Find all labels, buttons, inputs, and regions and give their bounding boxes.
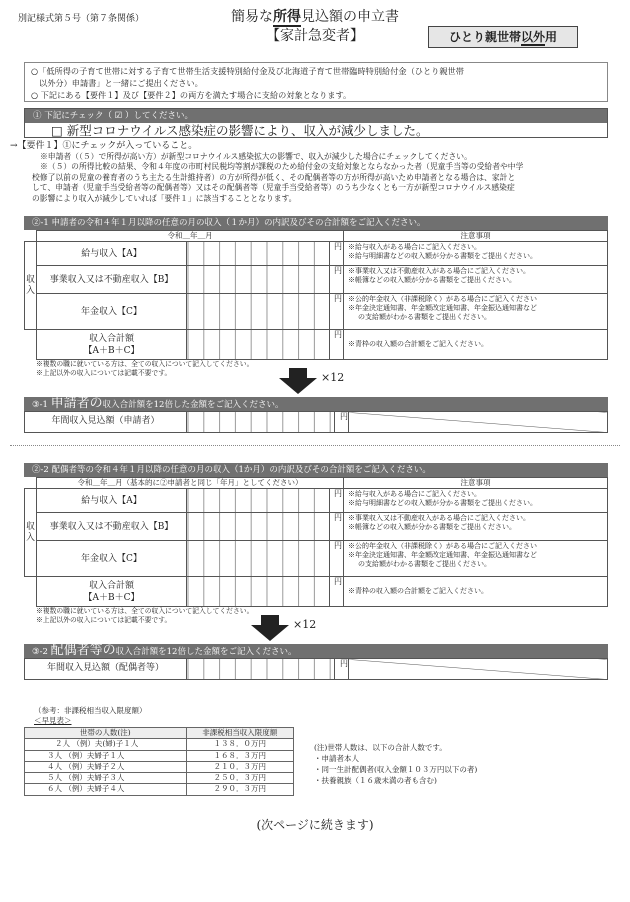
bar-text: ③-1 [32,400,51,410]
income-total-note: ※青枠の収入額の合計額をご記入ください。 [344,577,608,607]
income-limit: ２５０．３万円 [186,773,293,784]
arrow-down-icon [279,378,317,394]
household-size: ３人 （例）夫婦子１人 [25,750,187,761]
reference-header: 非課税相当収入限度額 [186,728,293,739]
household-size: ６人 （例）夫婦子４人 [25,784,187,795]
month-header: 令和＿年＿月（基本的に②申請者と同じ「年月」としてください） [37,478,344,489]
notes-header: 注意事項 [344,478,608,489]
bar-text-large: 申請者の [50,396,103,411]
reference-header: 世帯の人数(注) [25,728,187,739]
bar-text: 収入合計額を12倍した金額をご記入ください。 [115,647,297,657]
income-limit: １３８．０万円 [186,739,293,750]
note-line: の支給額がわかる書類をご提出ください。 [358,313,491,321]
section-3-2-bar [24,644,608,658]
reference-table [24,727,294,796]
note-line: ※給与収入がある場合にご記入ください。 [348,243,481,251]
income-side-label: 収入 [25,489,37,577]
notice-line-3: ○ 下記にある【要件１】及び【要件２】の両方を満たす場合に支給の対象となります。 [31,90,352,100]
notice-line-2: 以外分）申請書」と一緒にご提出ください。 [39,78,203,88]
reference-title: （参考：非課税相当収入限度額） [34,706,147,715]
note-line: ※事業収入又は不動産収入がある場合にご記入ください。 [348,514,530,522]
blank-cell [349,412,608,433]
applicant-annual-table [24,411,608,433]
business-income-note [344,266,608,294]
req1-note-line: して、申請者（児童手当受給者等の配偶者等）又はその配偶者等（児童手当受給者等）のうち少なくとも一方が新型コロナウイルス感染症 [32,183,515,192]
business-income-input[interactable] [187,513,330,541]
notice-line-1: ○「低所得の子育て世帯に対する子育て世帯生活支援特別給付金及び北海道子育て世帯臨時特別給付金（ひとり親世帯 [31,66,464,76]
spouse-income-table [24,477,608,607]
income-total-input[interactable] [187,330,330,360]
salary-income-input[interactable] [187,242,330,266]
applicant-annual-label: 年間収入見込額（申請者） [25,412,187,433]
income-total-note: ※青枠の収入額の合計額をご記入ください。 [344,330,608,360]
pension-income-input[interactable] [187,294,330,330]
yen-unit: 円 [330,489,344,513]
salary-income-label: 給与収入【A】 [37,242,187,266]
household-size: ５人 （例）夫婦子３人 [25,773,187,784]
req1-note-line: の影響により収入が減少していれば「要件１」に該当することとなります。 [32,193,297,203]
page-subtitle: 【家計急変者】 [266,28,364,44]
household-badge [428,26,578,48]
title-part-a: 簡易な [231,9,273,25]
form-number: 別記様式第５号（第７条関係） [18,14,145,24]
badge-part-a: ひとり親世帯 [448,30,521,44]
pension-income-note [344,541,608,577]
bar-text: ③-2 [32,647,51,657]
spouse-annual-input[interactable] [187,659,335,680]
income-limit: ２１０．３万円 [186,761,293,772]
total-label-line: 収入合計額 [88,580,134,591]
requirement-1-notes [10,141,620,204]
income-footnote: ※上記以外の収入については記載不要です。 [36,369,172,377]
income-footnote: ※上記以外の収入については記載不要です。 [36,616,172,624]
blank-cell [349,659,608,680]
yen-unit: 円 [330,541,344,577]
total-label-line: 【A＋B＋C】 [83,345,140,356]
income-footnote: ※複数の職に就いている方は、全ての収入について記入してください。 [36,607,254,615]
note-line: ※年金決定通知書、年金額改定通知書、年金振込通知書など [348,304,537,312]
month-header: 令和＿年＿月 [37,231,344,242]
title-part-c: 見込額の申立書 [301,9,399,25]
income-total-label [37,330,187,360]
salary-income-label: 給与収入【A】 [37,489,187,513]
salary-income-note [344,242,608,266]
income-total-label [37,577,187,607]
note-line: ※事業収入又は不動産収入がある場合にご記入ください。 [348,267,530,275]
note-line: ※帳簿などの収入額が分かる書類をご提出ください。 [348,523,516,531]
pension-income-note [344,294,608,330]
yen-unit: 円 [335,412,349,433]
multiply-12-label: ×12 [321,371,345,384]
applicant-annual-input[interactable] [187,412,335,433]
yen-unit: 円 [330,266,344,294]
income-limit: １６８．３万円 [186,750,293,761]
applicant-income-table [24,230,608,360]
income-footnote: ※複数の職に就いている方は、全ての収入について記入してください。 [36,360,254,368]
note-line: ※年金決定通知書、年金額改定通知書、年金振込通知書など [348,551,537,559]
yen-unit: 円 [330,294,344,330]
pension-income-input[interactable] [187,541,330,577]
req1-note-line: 校修了以前の児童の養育者のうち主たる生計維持者）の方が所得が低く、その配偶者等の方が所得が高いため申請者となる場合は、家計と [32,172,516,182]
household-note [314,742,477,786]
income-total-input[interactable] [187,577,330,607]
total-label-line: 収入合計額 [88,333,134,344]
yen-unit: 円 [335,659,349,680]
title-part-b: 所得 [273,9,301,25]
spouse-annual-table [24,658,608,680]
household-note-line: (注)世帯人数は、以下の合計人数です。 [314,743,447,752]
badge-part-c: 用 [545,30,558,44]
note-line: ※公的年金収入（非課税除く）がある場合にご記入ください [348,295,537,303]
salary-income-note [344,489,608,513]
pension-income-label: 年金収入【C】 [37,541,187,577]
household-size: ４人 （例）夫婦子２人 [25,761,187,772]
note-line: ※帳簿などの収入額が分かる書類をご提出ください。 [348,276,516,284]
req1-note-line: →【要件１】①にチェックが入っていること。 [10,141,198,151]
req1-note-line: ※（５）の所得比較の結果、令和４年度の市町村民税均等割が課税のため給付金の支給対象とならなかった者（児童手当等の受給者や中学 [40,162,524,171]
section-2-1-bar: ②-1 申請者の令和４年１月以降の任意の月の収入（１か月）の内訳及びその合計額をご記入ください。 [24,216,608,230]
yen-unit: 円 [330,513,344,541]
arrow-down-icon [261,615,279,625]
notice-box [24,62,608,102]
req1-note-line: ※申請者（（５）で所得が高い方）が新型コロナウイルス感染拡大の影響で、収入が減少した場合にチェックしてください。 [40,151,472,161]
note-line: ※給与明細書などの収入額が分かる書類をご提出ください。 [348,252,537,260]
section-divider [10,445,620,446]
arrow-down-icon [289,368,307,378]
business-income-label: 事業収入又は不動産収入【B】 [37,266,187,294]
bar-text-large: 配偶者等の [50,643,116,658]
section-2-2-bar: ②-2 配偶者等の令和４年１月以降の任意の月の収入（1か月）の内訳及びその合計額をご記入ください。 [24,463,608,477]
badge-part-b: 以外 [520,30,545,44]
note-line: ※給与明細書などの収入額が分かる書類をご提出ください。 [348,499,537,507]
business-income-input[interactable] [187,266,330,294]
section-3-1-bar [24,397,608,411]
income-side-label: 収入 [25,242,37,330]
spouse-annual-label: 年間収入見込額（配偶者等） [25,659,187,680]
household-size: ２人 （例）夫(婦)子１人 [25,739,187,750]
business-income-label: 事業収入又は不動産収入【B】 [37,513,187,541]
income-limit: ２９０．３万円 [186,784,293,795]
household-note-line: ・申請者本人 [314,754,359,763]
reference-subtitle: ＜早見表＞ [34,716,72,725]
yen-unit: 円 [330,330,344,360]
household-note-line: ・扶養親族（１６歳未満の者も含む) [314,776,437,785]
salary-income-input[interactable] [187,489,330,513]
covid-income-checkbox[interactable]: □ 新型コロナウイルス感染症の影響により、収入が減少しました。 [51,123,429,138]
notes-header: 注意事項 [344,231,608,242]
multiply-12-label: ×12 [293,618,317,631]
requirement-1-box [24,108,608,138]
requirement-1-bar: ① 下記にチェック（ ☑ ）してください。 [25,109,607,123]
note-line: ※給与収入がある場合にご記入ください。 [348,490,481,498]
yen-unit: 円 [330,577,344,607]
household-note-line: ・同一生計配偶者(収入金額１０３万円以下の者) [314,765,478,774]
bar-text: 収入合計額を12倍した金額をご記入ください。 [102,400,284,410]
note-line: の支給額がわかる書類をご提出ください。 [358,560,491,568]
total-label-line: 【A＋B＋C】 [83,592,140,603]
business-income-note [344,513,608,541]
continue-notice: (次ページに続きます) [256,818,374,832]
arrow-down-icon [251,625,289,641]
yen-unit: 円 [330,242,344,266]
note-line: ※公的年金収入（非課税除く）がある場合にご記入ください [348,542,537,550]
pension-income-label: 年金収入【C】 [37,294,187,330]
